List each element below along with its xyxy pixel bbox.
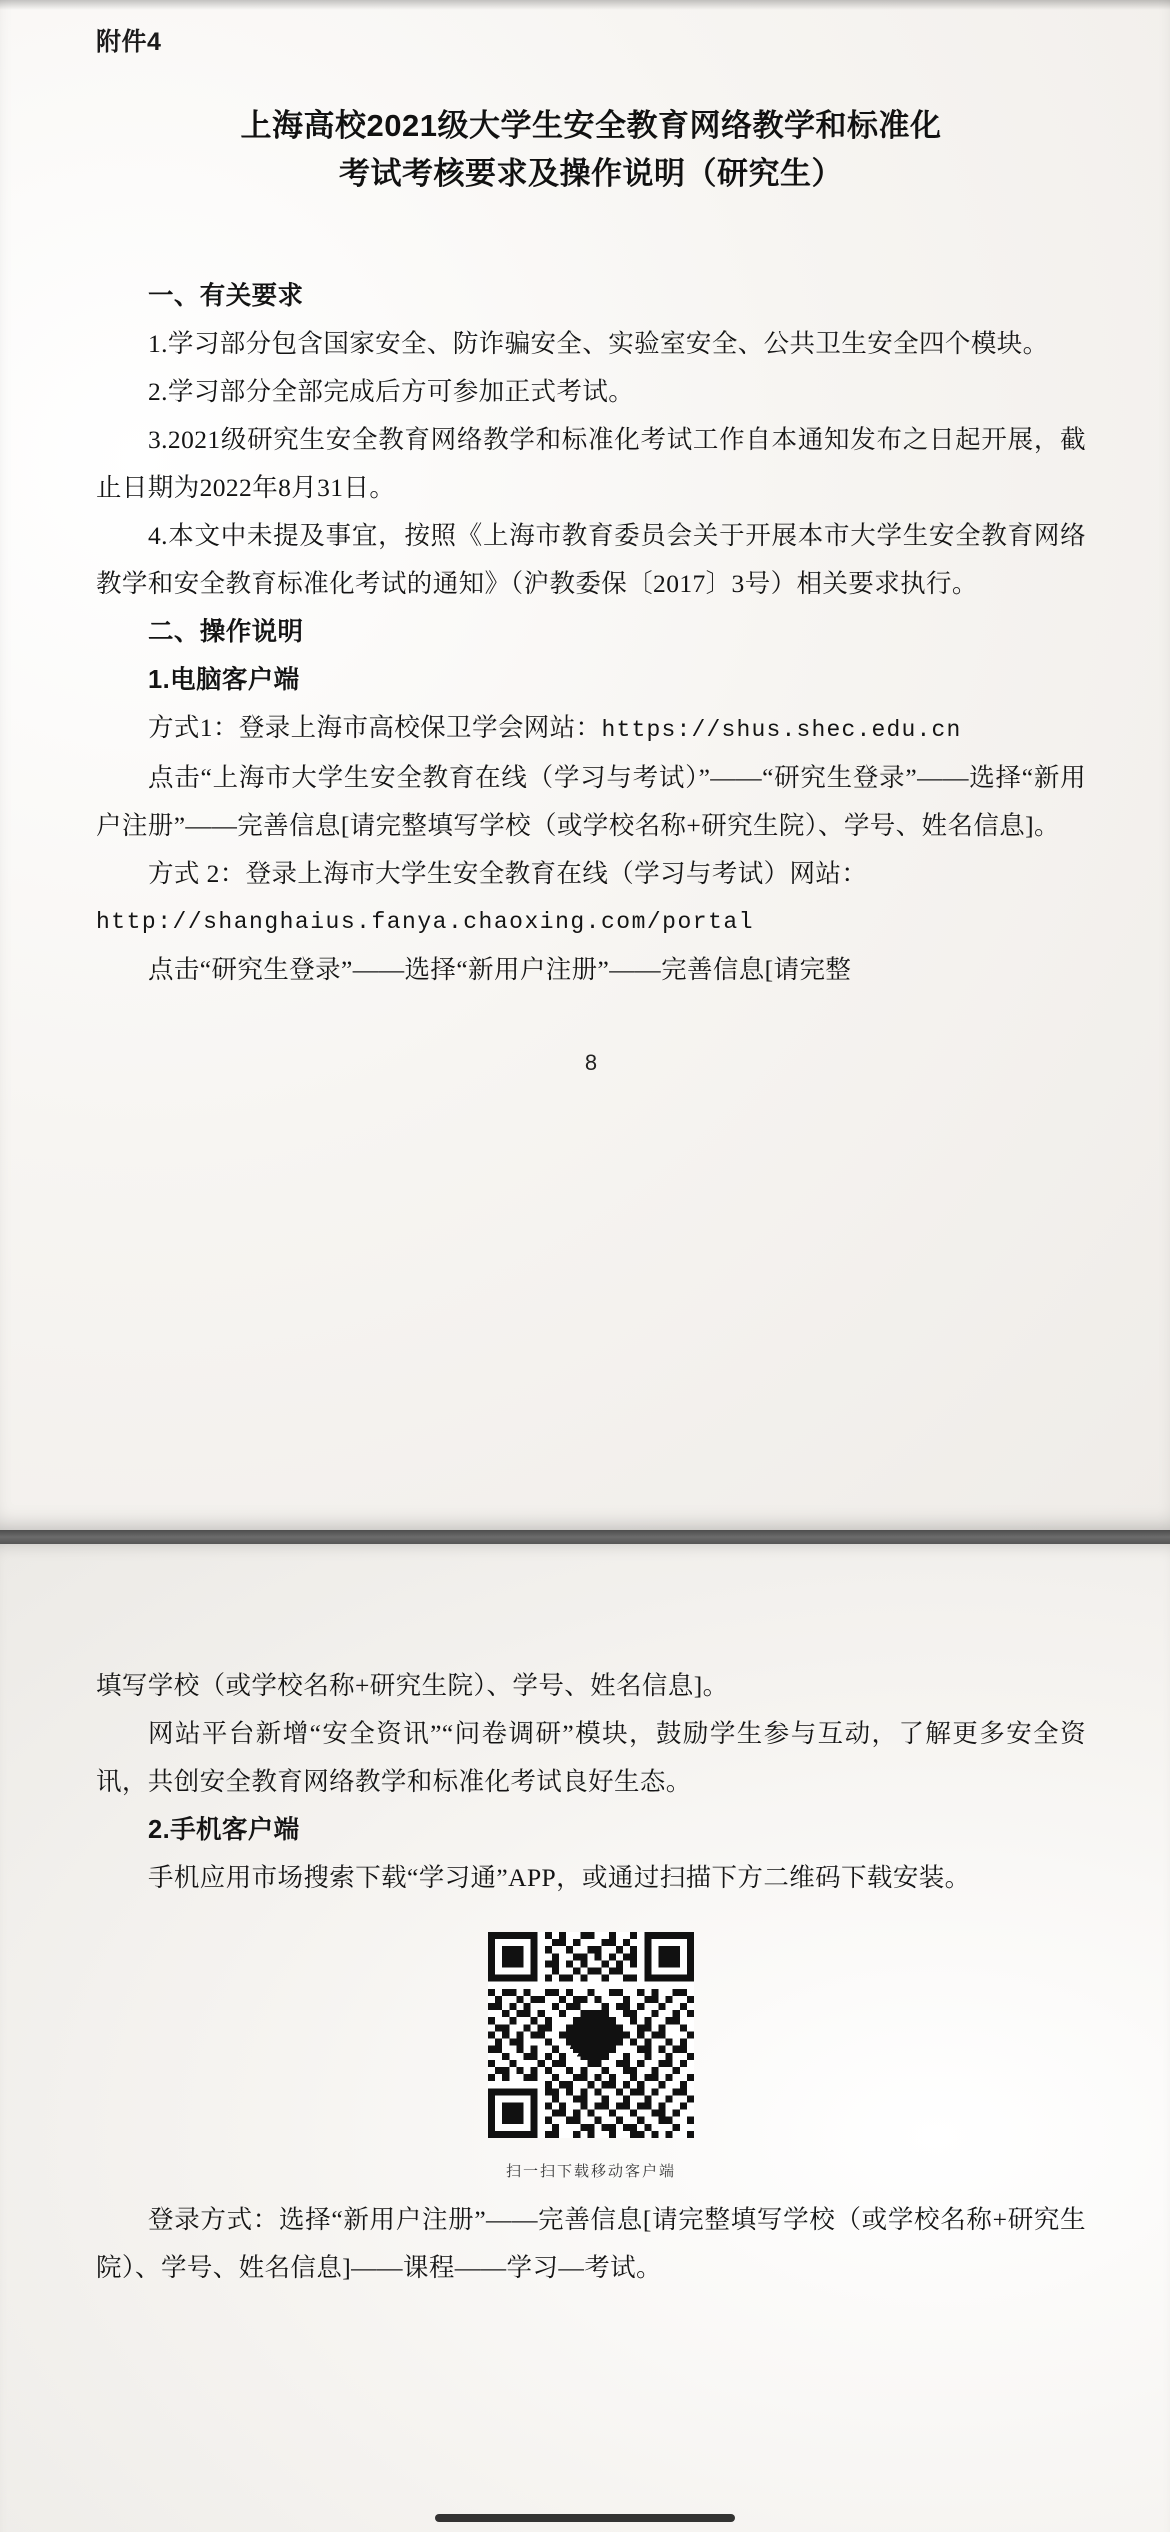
paragraph-1-3: 3.2021级研究生安全教育网络教学和标准化考试工作自本通知发布之日起开展，截止日期为2022年8月31日。 bbox=[96, 425, 1086, 502]
page-title-line2: 考试考核要求及操作说明（研究生） bbox=[339, 156, 843, 191]
page-title-line1: 上海高校2021级大学生安全教育网络教学和标准化 bbox=[240, 108, 942, 143]
paragraph-platform: 网站平台新增“安全资讯”“问卷调研”模块，鼓励学生参与互动，了解更多安全资讯，共创安全教育网络教学和标准化考试良好生态。 bbox=[96, 1719, 1086, 1796]
method-2-detail: 点击“研究生登录”——选择“新用户注册”——完善信息[请完整 bbox=[148, 955, 852, 984]
paragraph-mobile: 手机应用市场搜索下载“学习通”APP，或通过扫描下方二维码下载安装。 bbox=[148, 1863, 971, 1892]
page-separator bbox=[0, 1530, 1170, 1544]
method-2-lead: 方式 2：登录上海市大学生安全教育在线（学习与考试）网站： bbox=[148, 859, 868, 888]
method-1-url[interactable]: https://shus.shec.edu.cn bbox=[601, 717, 962, 743]
document-body bbox=[96, 272, 1086, 994]
subheading-pc-client: 1.电脑客户端 bbox=[148, 666, 300, 694]
subheading-mobile-client: 2.手机客户端 bbox=[148, 1816, 300, 1844]
qr-caption: 扫一扫下载移动客户端 bbox=[505, 2163, 676, 2180]
document-page-2 bbox=[0, 1544, 1170, 2532]
paragraph-1-1: 1.学习部分包含国家安全、防诈骗安全、实验室安全、公共卫生安全四个模块。 bbox=[148, 329, 1049, 358]
qr-code-icon[interactable] bbox=[488, 1932, 694, 2138]
paragraph-1-2: 2.学习部分全部完成后方可参加正式考试。 bbox=[148, 377, 635, 406]
page-title bbox=[96, 102, 1086, 198]
method-1-detail: 点击“上海市大学生安全教育在线（学习与考试）”——“研究生登录”——选择“新用户注册”——完善信息[请完整填写学校（或学校名称+研究生院）、学号、姓名信息]。 bbox=[96, 763, 1086, 840]
page-number: 8 bbox=[584, 1050, 598, 1075]
section-heading-1: 一、有关要求 bbox=[148, 282, 304, 310]
section-heading-2: 二、操作说明 bbox=[148, 618, 304, 646]
paragraph-login: 登录方式：选择“新用户注册”——完善信息[请完整填写学校（或学校名称+研究生院）、学号、姓名信息]——课程——学习—考试。 bbox=[96, 2205, 1086, 2282]
qr-code-block bbox=[96, 1932, 1086, 2196]
paragraph-1-4: 4.本文中未提及事宜，按照《上海市教育委员会关于开展本市大学生安全教育网络教学和安全教育标准化考试的通知》（沪教委保〔2017〕3号）相关要求执行。 bbox=[96, 521, 1086, 598]
method-2-url[interactable]: http://shanghaius.fanya.chaoxing.com/portal bbox=[96, 909, 754, 935]
method-1-lead-text: 方式1：登录上海市高校保卫学会网站： bbox=[148, 713, 602, 742]
home-indicator bbox=[435, 2514, 735, 2522]
attachment-label: 附件4 bbox=[96, 28, 162, 56]
document-body-continued bbox=[96, 1544, 1086, 2292]
paragraph-continuation: 填写学校（或学校名称+研究生院）、学号、姓名信息]。 bbox=[96, 1671, 729, 1700]
method-1-lead bbox=[96, 704, 1086, 754]
